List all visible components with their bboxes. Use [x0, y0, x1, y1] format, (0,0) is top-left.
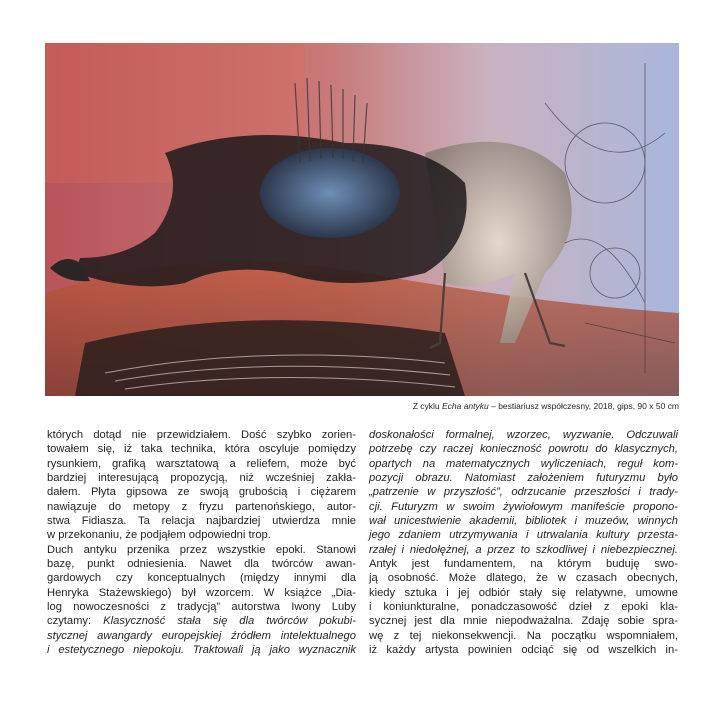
body-line: Henryka Stażewskiego) był wzorcem. W książce „Dia-: [47, 586, 356, 599]
body-line: bazę, punkt odniesienia. Nawet dla twórców awan-: [47, 558, 356, 571]
body-line: Duch antyku przenika przez wszystkie epoki. Stanowi: [47, 543, 356, 556]
body-line: sycznej jest dla mnie niepodważalna. Zdaję sobie spra-: [369, 615, 678, 628]
body-line: nawiązuje do metopy z fryzu partenońskiego, autor-: [47, 500, 356, 513]
quote-line: opartych na matematycznych wyliczeniach, reguł kom-: [369, 457, 678, 470]
body-line: iż każdy artysta powinien odciąć się od wszelkich in-: [369, 644, 678, 657]
quote-line: pozycji obrazu. Natomiast założeniem futuryzmu było: [369, 472, 678, 485]
body-line: wę z tej niekonsekwencji. Na początku wspomniałem,: [369, 629, 678, 642]
quote-line: „patrzenie w przyszłość”, odrzucanie przeszłości i trady-: [369, 486, 678, 499]
quote-line: wał unicestwienie akademii, bibliotek i muzeów, winnych: [369, 515, 678, 528]
body-line: dałem. Płyta gipsowa ze swoją grubością i ciężarem: [47, 486, 356, 499]
caption-prefix: Z cyklu: [412, 401, 442, 411]
body-line: stwa Fidiasza. Ta relacja najbardziej utwierdza mnie: [47, 515, 356, 528]
body-fragment: czytamy:: [47, 615, 104, 628]
quote-line: i estetycznego niepokoju. Traktowali ją jako wyznacznik: [47, 644, 356, 657]
quote-line: cji. Futuryzm w swoim żywiołowym manifeście propono-: [369, 500, 678, 513]
quote-line: doskonałości formalnej, wzorzec, wyzwanie. Odczuwali: [369, 429, 678, 441]
body-line: kiedy sztuka i jej odbiór stały się relatywne, umowne: [369, 586, 678, 599]
body-line: i koniunkturalne, ponadczasowość dzieł z epoki kla-: [369, 601, 678, 614]
caption-suffix: – bestiariusz współczesny, 2018, gips, 90 x 50 cm: [488, 401, 679, 411]
body-line-mixed: [47, 614, 356, 628]
text-column-left: [47, 428, 356, 658]
body-line: bardziej interesującą propozycją, niż wcześniej zakła-: [47, 472, 356, 485]
text-column-right: [369, 428, 678, 658]
quote-line: jego zdaniem utrzymywania i utrwalania kultury przesta-: [369, 529, 678, 542]
body-line: w przekonaniu, że podjąłem odpowiedni trop.: [47, 529, 271, 542]
body-line-mixed: [47, 643, 356, 657]
body-line: Antyk jest fundamentem, na którym buduję swo-: [369, 558, 678, 571]
body-line: gardowych czy konceptualnych (między innymi dla: [47, 572, 356, 585]
quote-line: stycznej awangardy europejskiej źródłem intelektualnego: [47, 629, 356, 642]
caption-title: Echa antyku: [441, 401, 489, 411]
figure-caption: [413, 400, 679, 412]
artwork-image: [45, 43, 679, 396]
quote-line: rzałej i niedołężnej, a przez to szkodliwej i niebezpiecznej.: [369, 543, 678, 556]
quote-fragment: Klasyczność stała się dla twórców pokubi-: [103, 615, 356, 628]
artwork-painting: [45, 43, 679, 396]
body-line: log nowoczesności z tradycją” autorstwa Iwony Luby: [47, 601, 356, 614]
body-line: towałem się, iż taka technika, która oscyluje pomiędzy: [47, 443, 356, 456]
body-line: których dotąd nie przewidziałem. Dość szybko zorien-: [47, 429, 356, 441]
body-line: rysunkiem, grafiką warsztatową a reliefem, może być: [47, 457, 356, 470]
body-line: ją osobność. Może dlatego, że w czasach obecnych,: [369, 572, 678, 585]
quote-line: potrzebę czy raczej konieczność powrotu do klasycznych,: [369, 443, 678, 456]
